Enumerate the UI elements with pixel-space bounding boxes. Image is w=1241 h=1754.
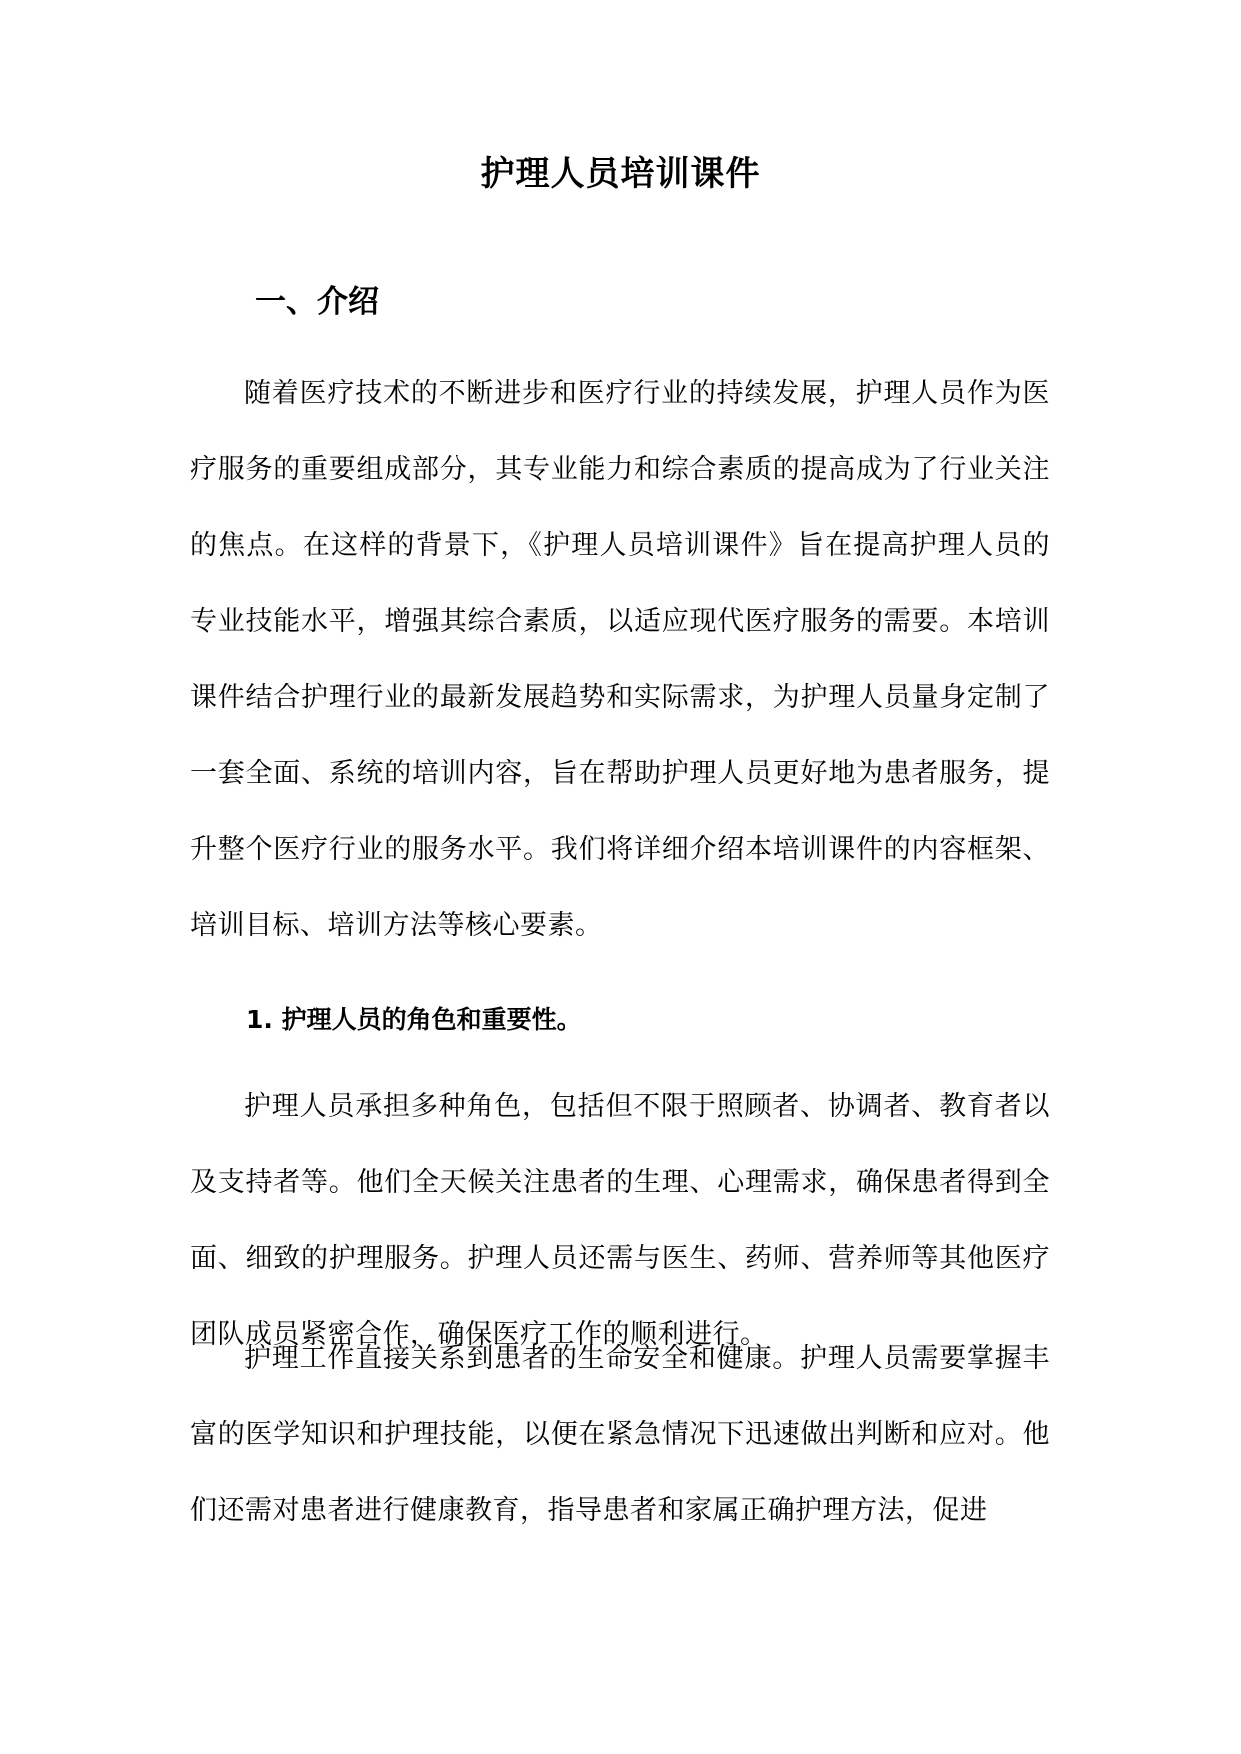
paragraph-introduction: 随着医疗技术的不断进步和医疗行业的持续发展，护理人员作为医疗服务的重要组成部分，其专业能力和综合素质的提高成为了行业关注的焦点。在这样的背景下，《护理人员培训课件》旨在提高护理人员的专业技能水平，增强其综合素质，以适应现代医疗服务的需要。本培训课件结合护理行业的最新发展趋势和实际需求，为护理人员量身定制了一套全面、系统的培训内容，旨在帮助护理人员更好地为患者服务，提升整个医疗行业的服务水平。我们将详细介绍本培训课件的内容框架、培训目标、培训方法等核心要素。 <box>190 378 1050 941</box>
document-title: 护理人员培训课件 <box>480 154 761 194</box>
section-heading-introduction: 一、介绍 <box>255 284 379 320</box>
subsection-heading-role-importance: 1. 护理人员的角色和重要性。 <box>246 1005 582 1034</box>
paragraph-importance: 护理工作直接关系到患者的生命安全和健康。护理人员需要掌握丰富的医学知识和护理技能，以便在紧急情况下迅速做出判断和应对。他们还需对患者进行健康教育，指导患者和家属正确护理方法，促进 <box>190 1343 1050 1526</box>
paragraph-roles: 护理人员承担多种角色，包括但不限于照顾者、协调者、教育者以及支持者等。他们全天候关注患者的生理、心理需求，确保患者得到全面、细致的护理服务。护理人员还需与医生、药师、营养师等其他医疗团队成员紧密合作，确保医疗工作的顺利进行。 <box>190 1091 1050 1350</box>
